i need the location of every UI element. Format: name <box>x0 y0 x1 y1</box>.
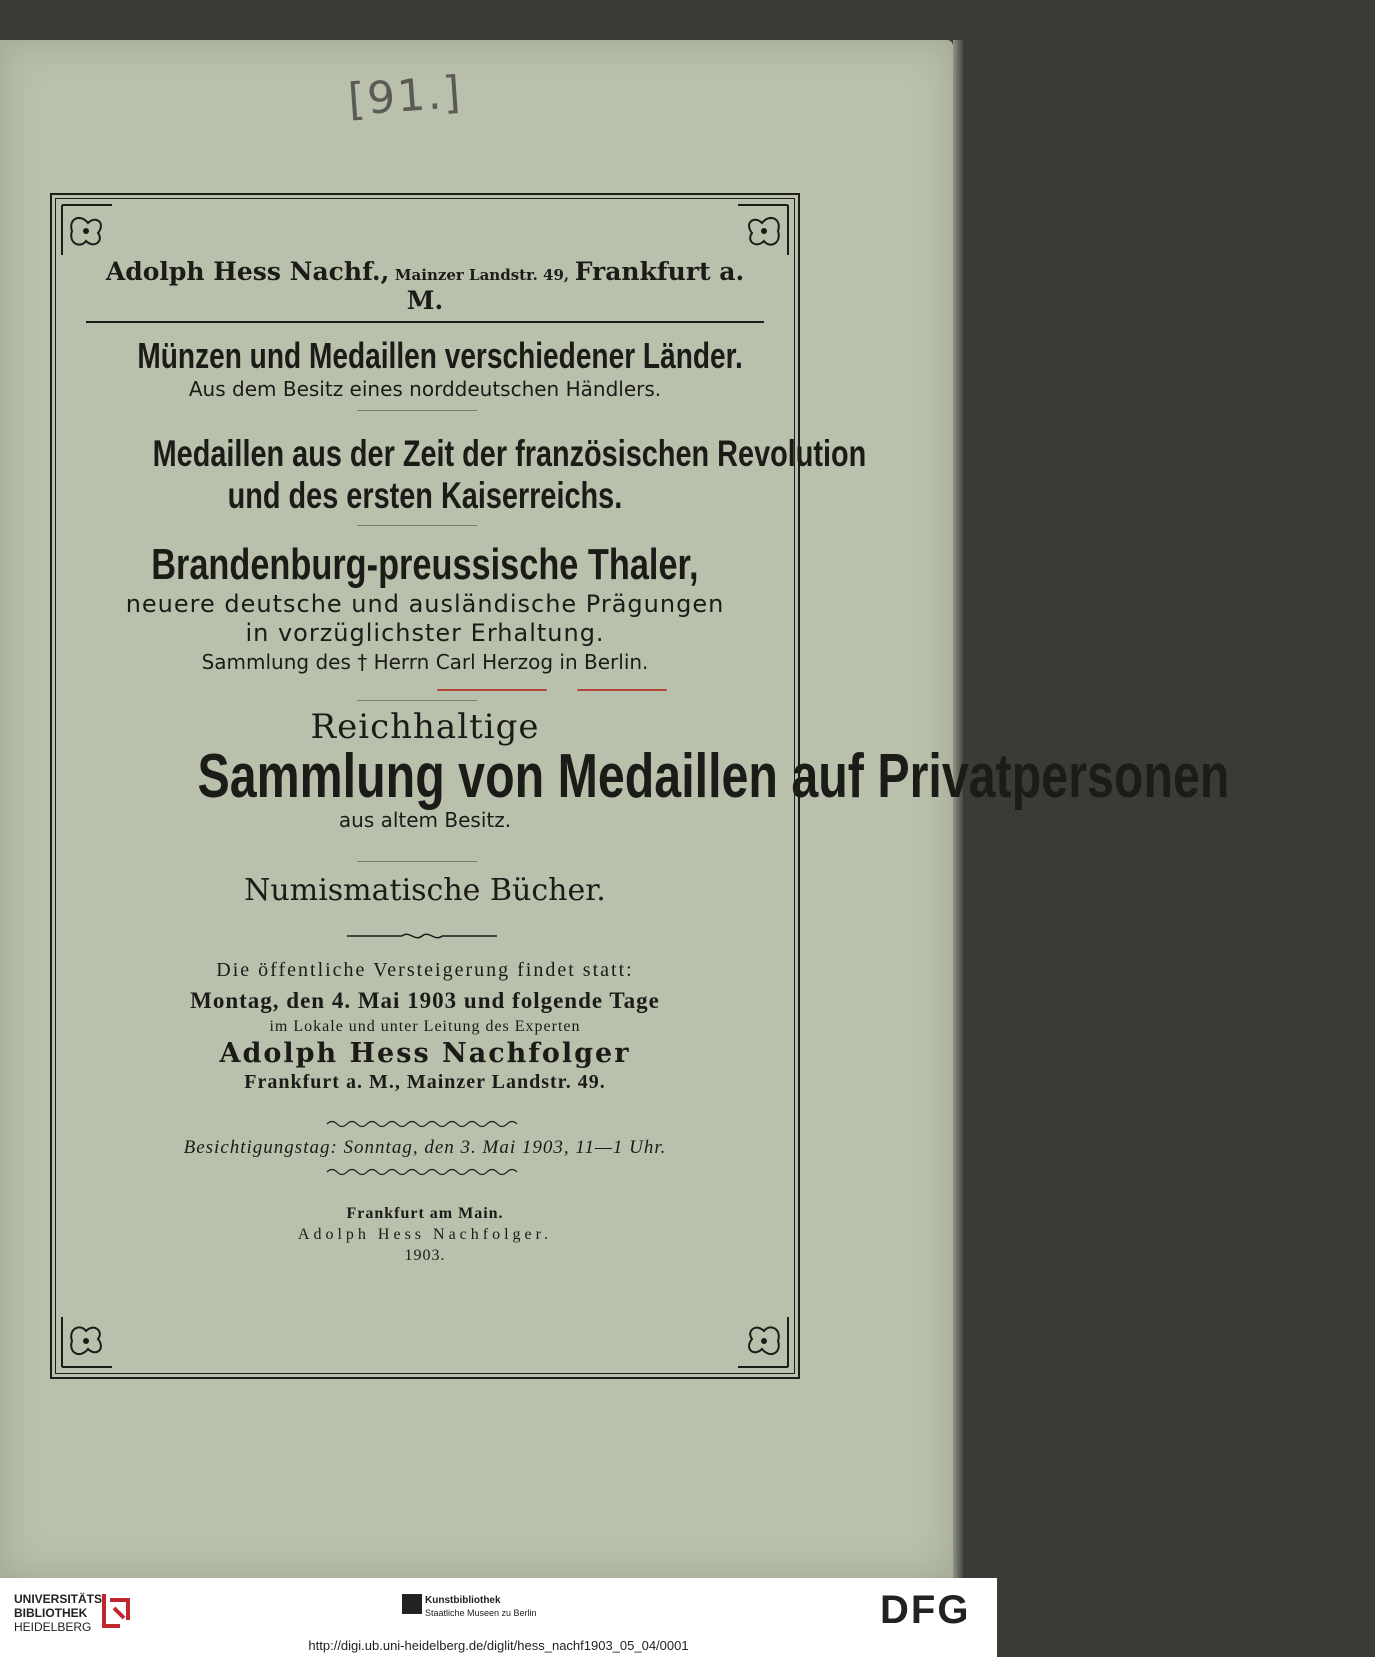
section-1-title: Münzen und Medaillen verschiedener Länder. <box>137 335 743 376</box>
header-city: Frankfurt a. M. <box>406 257 745 315</box>
auction-address: Frankfurt a. M., Mainzer Landstr. 49. <box>244 1071 606 1093</box>
flower-ornament-icon <box>734 201 792 259</box>
auction-expert: Adolph Hess Nachfolger <box>219 1038 631 1069</box>
divider <box>357 410 477 411</box>
viewing-text: Besichtigungstag: Sonntag, den 3. Mai 1903, 11—1 Uhr. <box>183 1137 667 1158</box>
section-3 <box>52 540 798 674</box>
wave-rule <box>327 1119 517 1129</box>
section-4-title: Sammlung von Medaillen auf Privatpersonen <box>197 742 1230 811</box>
section-3-sub-3: Sammlung des † Herrn Carl Herzog in Berlin. <box>201 650 649 674</box>
section-1-subtitle: Aus dem Besitz eines norddeutschen Händlers. <box>188 377 662 401</box>
flower-ornament-icon <box>734 1313 792 1371</box>
auction-intro: Die öffentliche Versteigerung findet statt: <box>216 959 634 981</box>
handwritten-note: [91.] <box>346 67 464 126</box>
section-3-sub-1: neuere deutsche und ausländische Prägungen <box>125 590 725 618</box>
imprint-publisher: Adolph Hess Nachfolger. <box>297 1226 553 1243</box>
section-3-title: Brandenburg-preussische Thaler, <box>151 540 699 589</box>
section-2-line-1: Medaillen aus der Zeit der französischen Revolution <box>152 433 867 474</box>
ub-heidelberg-logo[interactable]: UNIVERSITÄTS- BIBLIOTHEK HEIDELBERG <box>14 1592 107 1634</box>
imprint <box>52 1205 798 1265</box>
title-frame <box>50 193 1230 1379</box>
section-1 <box>52 335 798 401</box>
section-5-title: Numismatische Bücher. <box>244 873 606 908</box>
section-2 <box>52 433 867 517</box>
auction-date: Montag, den 4. Mai 1903 und folgende Tage <box>190 988 660 1013</box>
kunstbibliothek-logo-icon <box>402 1594 422 1614</box>
viewing-day <box>52 1137 798 1159</box>
publisher-header <box>86 257 764 323</box>
dfg-logo[interactable]: DFG <box>880 1588 971 1632</box>
imprint-place: Frankfurt am Main. <box>346 1205 504 1222</box>
scroll-ornament-icon <box>347 930 497 942</box>
section-2-line-2: und des ersten Kaiserreichs. <box>227 475 623 516</box>
section-4-pre: Reichhaltige <box>310 707 540 747</box>
auction-location: im Lokale und unter Leitung des Experten <box>269 1018 581 1035</box>
divider <box>357 525 477 526</box>
red-underline <box>437 689 547 691</box>
wave-rule <box>327 1167 517 1177</box>
section-5 <box>52 873 798 908</box>
divider <box>357 861 477 862</box>
red-underline <box>577 689 667 691</box>
divider <box>357 700 477 701</box>
viewer-footer <box>0 1578 997 1657</box>
permalink-url[interactable]: http://digi.ub.uni-heidelberg.de/diglit/hess_nachf1903_05_04/0001 <box>308 1638 689 1653</box>
imprint-year: 1903. <box>404 1247 446 1264</box>
section-3-sub-2: in vorzüglichster Erhaltung. <box>245 619 605 647</box>
flower-ornament-icon <box>58 1313 116 1371</box>
header-street: Mainzer Landstr. 49, <box>394 266 570 284</box>
section-4 <box>52 707 1230 832</box>
ub-mark-icon <box>100 1590 134 1630</box>
flower-ornament-icon <box>58 201 116 259</box>
kunstbibliothek-label[interactable]: Kunstbibliothek Staatliche Museen zu Berlin <box>425 1595 537 1618</box>
auction-info <box>52 959 798 1094</box>
header-firm: Adolph Hess Nachf., <box>105 257 390 286</box>
section-4-subtitle: aus altem Besitz. <box>338 808 512 832</box>
